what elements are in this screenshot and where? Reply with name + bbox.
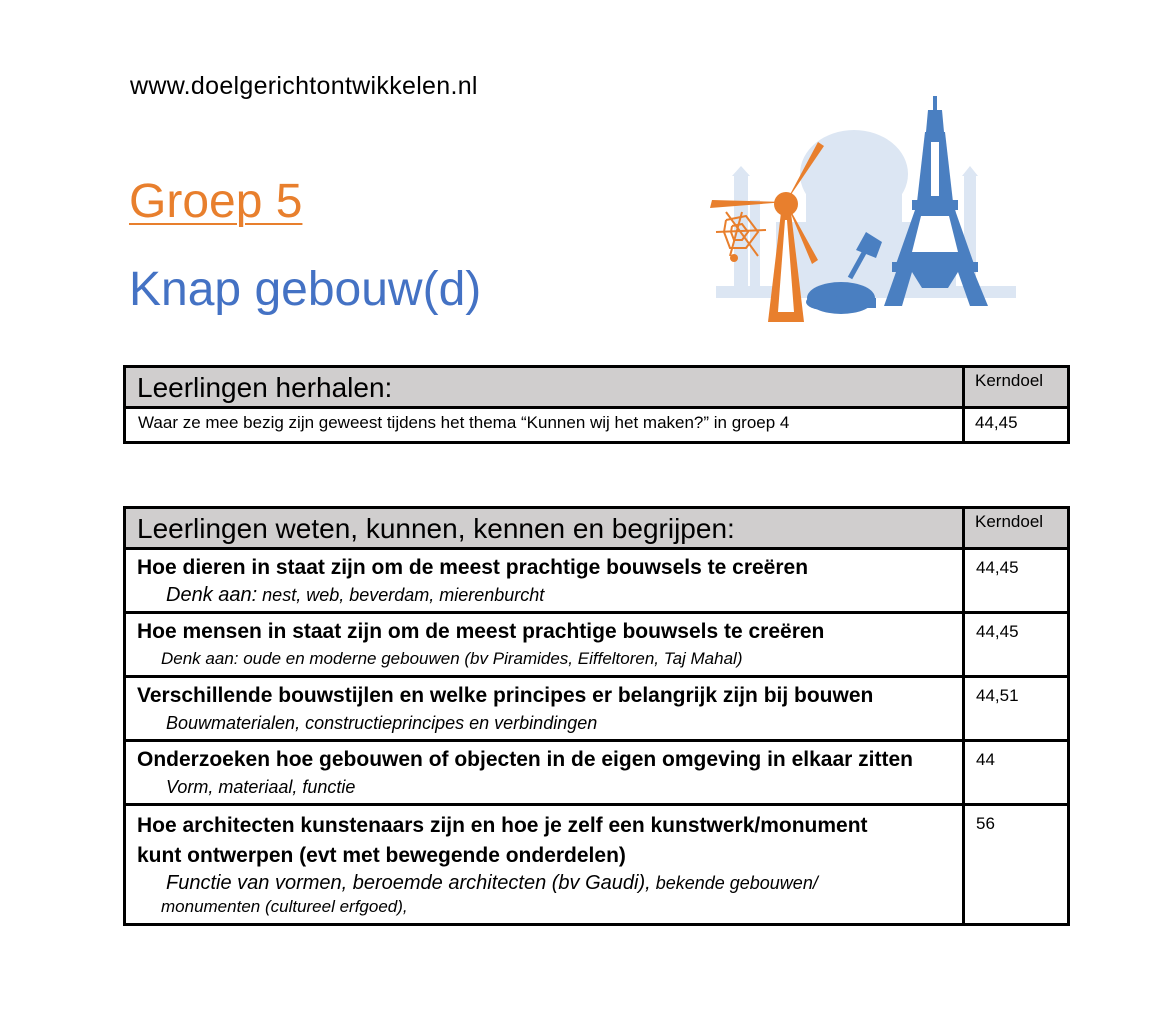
goal-title: Hoe dieren in staat zijn om de meest prachtige bouwsels te creëren [137, 556, 809, 579]
kerndoel-value: 44,51 [976, 686, 1019, 705]
kerndoel-header-cell [964, 508, 1069, 549]
goal-note-part-a: Functie van vormen, beroemde architecten (bv Gaudi), [166, 872, 651, 894]
table-row [125, 613, 1069, 677]
kerndoel-cell [964, 408, 1069, 443]
goal-title: Hoe mensen in staat zijn om de meest prachtige bouwsels te creëren [137, 620, 825, 643]
goal-cell [125, 613, 964, 677]
kerndoel-cell [964, 549, 1069, 613]
table-row [125, 741, 1069, 805]
kerndoel-value: 44,45 [975, 413, 1018, 432]
herhalen-table [123, 365, 1070, 444]
goal-note: Denk aan: oude en moderne gebouwen (bv Piramides, Eiffeltoren, Taj Mahal) [161, 649, 743, 668]
kerndoel-value: 44 [976, 750, 995, 769]
spider-icon [730, 254, 738, 262]
kerndoel-header: Kerndoel [975, 512, 1044, 531]
kerndoel-cell [964, 677, 1069, 741]
theme-illustration [706, 92, 1022, 328]
goal-cell [125, 549, 964, 613]
website-url: www.doelgerichtontwikkelen.nl [130, 72, 478, 100]
kerndoel-value: 56 [976, 814, 995, 833]
goal-note-prefix: Denk aan: [166, 584, 258, 606]
table-row [125, 549, 1069, 613]
kerndoel-header: Kerndoel [975, 371, 1044, 390]
goal-cell [125, 805, 964, 925]
kerndoel-cell [964, 741, 1069, 805]
herhalen-header-cell [125, 367, 964, 408]
herhalen-text-cell [125, 408, 964, 443]
goal-note-text: nest, web, beverdam, mierenburcht [257, 585, 545, 605]
goal-note [126, 582, 962, 611]
kerndoel-value: 44,45 [976, 558, 1019, 577]
group-title: Groep 5 [129, 175, 303, 228]
goal-title: Verschillende bouwstijlen en welke principes er belangrijk zijn bij bouwen [137, 684, 874, 707]
theme-title: Knap gebouw(d) [129, 263, 482, 316]
weten-header-cell [125, 508, 964, 549]
kerndoel-value: 44,45 [976, 622, 1019, 641]
goal-note-line1 [126, 870, 962, 895]
kerndoel-header-cell [964, 367, 1069, 408]
goal-note-line2: monumenten (cultureel erfgoed), [161, 897, 408, 916]
weten-table [123, 506, 1070, 926]
goal-note-part-b: bekende gebouwen/ [650, 873, 818, 893]
goal-title-line1: Hoe architecten kunstenaars zijn en hoe je zelf een kunstwerk/monument [137, 814, 868, 837]
table-row [125, 805, 1069, 925]
goal-cell [125, 677, 964, 741]
goal-title: Onderzoeken hoe gebouwen of objecten in de eigen omgeving in elkaar zitten [137, 748, 913, 771]
goal-note: Bouwmaterialen, constructieprincipes en verbindingen [166, 713, 598, 733]
kerndoel-cell [964, 613, 1069, 677]
goal-cell [125, 741, 964, 805]
goal-title-line2: kunt ontwerpen (evt met bewegende onderdelen) [137, 844, 626, 867]
table-row [125, 408, 1069, 443]
kerndoel-cell [964, 805, 1069, 925]
herhalen-header: Leerlingen herhalen: [137, 372, 393, 403]
weten-header: Leerlingen weten, kunnen, kennen en begrijpen: [137, 513, 735, 544]
goal-note: Vorm, materiaal, functie [166, 777, 356, 797]
table-row [125, 677, 1069, 741]
herhalen-text: Waar ze mee bezig zijn geweest tijdens het thema “Kunnen wij het maken?” in groep 4 [138, 413, 790, 432]
